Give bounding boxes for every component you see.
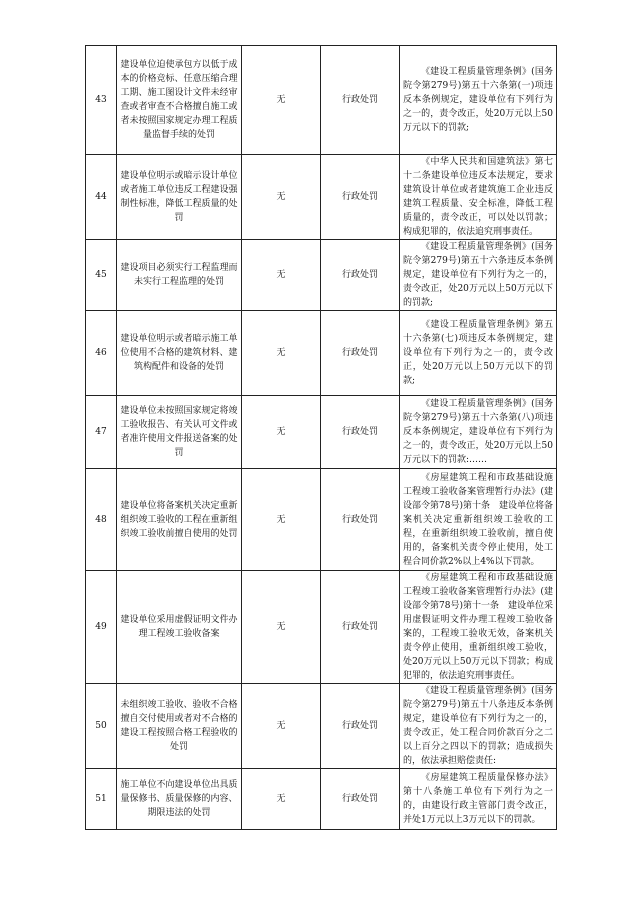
table-row	[86, 396, 557, 469]
table-row	[86, 311, 557, 396]
row-number: 45	[86, 240, 117, 311]
table-row	[86, 469, 557, 571]
row-number: 51	[86, 769, 117, 830]
sub-item: 无	[242, 46, 321, 155]
table-row	[86, 155, 557, 240]
item-name: 建设单位迫使承包方以低于成本的价格竞标、任意压缩合理工期、施工图设计文件未经审查或者审查不合格擅自施工或者未按照国家规定办理工程质量监督手续的处罚	[117, 46, 242, 155]
item-name: 建设单位将备案机关决定重新组织竣工验收的工程在重新组织竣工验收前擅自使用的处罚	[117, 469, 242, 571]
legal-basis: 《建设工程质量管理条例》(国务院令第279号)第五十六条第(八)项违反本条例规定，建设单位有下列行为之一的，责令改正，处20万元以上50万元以下的罚款:……	[400, 396, 557, 469]
item-name: 建设单位采用虚假证明文件办理工程竣工验收备案	[117, 571, 242, 684]
sub-item: 无	[242, 155, 321, 240]
penalty-category: 行政处罚	[321, 684, 400, 769]
row-number: 43	[86, 46, 117, 155]
legal-basis: 《中华人民共和国建筑法》第七十二条建设单位违反本法规定，要求建筑设计单位或者建筑施工企业违反建筑工程质量、安全标准，降低工程质量的，责令改正，可以处以罚款；构成犯罪的，依法追究刑事责任。	[400, 155, 557, 240]
row-number: 48	[86, 469, 117, 571]
penalty-category: 行政处罚	[321, 46, 400, 155]
penalty-table	[85, 45, 557, 830]
row-number: 50	[86, 684, 117, 769]
item-name: 建设单位明示或暗示设计单位或者施工单位违反工程建设强制性标准，降低工程质量的处罚	[117, 155, 242, 240]
legal-basis: 《建设工程质量管理条例》(国务院令第279号)第五十六条违反本条例规定，建设单位有下列行为之一的，责令改正，处20万元以上50万元以下的罚款;	[400, 240, 557, 311]
legal-basis: 《房屋建筑工程和市政基础设施工程竣工验收备案管理暂行办法》(建设部令第78号)第十条 建设单位将备案机关决定重新组织竣工验收的工程，在重新组织竣工验收前，擅自使用的，备案机关责令停止使用，处工程合同价款2%以上4%以下罚款。	[400, 469, 557, 571]
penalty-category: 行政处罚	[321, 396, 400, 469]
legal-basis: 《建设工程质量管理条例》(国务院令第279号)第五十八条违反本条例规定，建设单位有下列行为之一的，责令改正，处工程合同价款百分之二以上百分之四以下的罚款；造成损失的，依法承担赔偿责任:	[400, 684, 557, 769]
sub-item: 无	[242, 311, 321, 396]
table-row	[86, 240, 557, 311]
table-body	[86, 46, 557, 830]
table-row	[86, 769, 557, 830]
item-name: 建设单位未按照国家规定将竣工验收报告、有关认可文件或者准许使用文件报送备案的处罚	[117, 396, 242, 469]
sub-item: 无	[242, 571, 321, 684]
table-row	[86, 571, 557, 684]
penalty-category: 行政处罚	[321, 571, 400, 684]
item-name: 建设单位明示或者暗示施工单位使用不合格的建筑材料、建筑构配件和设备的处罚	[117, 311, 242, 396]
table-row	[86, 46, 557, 155]
legal-basis: 《房屋建筑工程质量保修办法》第十八条施工单位有下列行为之一的，由建设行政主管部门责令改正，并处1万元以上3万元以下的罚款。	[400, 769, 557, 830]
item-name: 未组织竣工验收、验收不合格擅自交付使用或者对不合格的建设工程按照合格工程验收的处罚	[117, 684, 242, 769]
row-number: 44	[86, 155, 117, 240]
row-number: 49	[86, 571, 117, 684]
legal-basis: 《建设工程质量管理条例》第五十六条第(七)项违反本条例规定，建设单位有下列行为之一的，责令改正，处20万元以上50万元以下的罚款;	[400, 311, 557, 396]
sub-item: 无	[242, 769, 321, 830]
sub-item: 无	[242, 396, 321, 469]
legal-basis: 《建设工程质量管理条例》(国务院令第279号)第五十六条第(一)项违反本条例规定，建设单位有下列行为之一的，责令改正，处20万元以上50万元以下的罚款;	[400, 46, 557, 155]
penalty-category: 行政处罚	[321, 155, 400, 240]
penalty-category: 行政处罚	[321, 469, 400, 571]
row-number: 47	[86, 396, 117, 469]
sub-item: 无	[242, 240, 321, 311]
sub-item: 无	[242, 684, 321, 769]
sub-item: 无	[242, 469, 321, 571]
row-number: 46	[86, 311, 117, 396]
item-name: 建设项目必须实行工程监理而未实行工程监理的处罚	[117, 240, 242, 311]
penalty-category: 行政处罚	[321, 311, 400, 396]
legal-basis: 《房屋建筑工程和市政基础设施工程竣工验收备案管理暂行办法》(建设部令第78号)第十一条 建设单位采用虚假证明文件办理工程竣工验收备案的，工程竣工验收无效，备案机关责令停止使用，重新组织竣工验收，处20万元以上50万元以下罚款；构成犯罪的，依法追究刑事责任。	[400, 571, 557, 684]
penalty-category: 行政处罚	[321, 240, 400, 311]
item-name: 施工单位不向建设单位出具质量保修书、质量保修的内容、期限违法的处罚	[117, 769, 242, 830]
table-row	[86, 684, 557, 769]
penalty-category: 行政处罚	[321, 769, 400, 830]
